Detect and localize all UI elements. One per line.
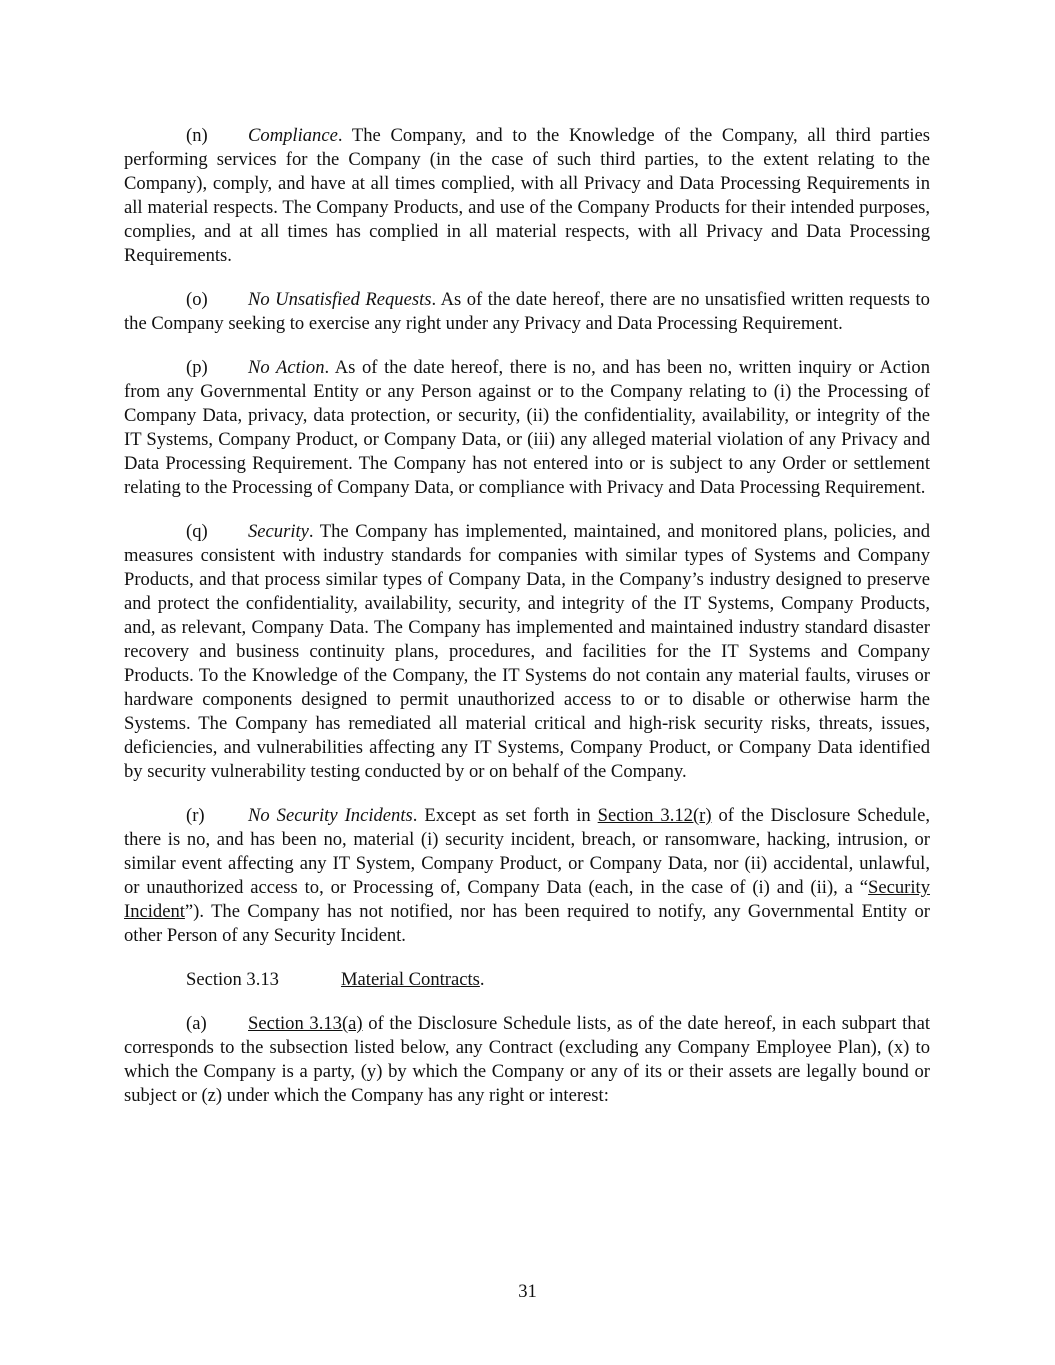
paragraph-label: (r) — [186, 805, 205, 826]
paragraph-text: of the Disclosure Schedule lists, as of the date hereof, in each subpart that corresponds to the subsection listed below, any Contract (excluding any Company Employee Plan), (x) to which the Company is a party, (y) by which the Company or any of its or their assets are legally bound or subject or (z) under which the Company has any right or interest: — [124, 1013, 930, 1106]
paragraph-title: No Security Incidents — [248, 805, 413, 826]
paragraph-a — [124, 1012, 930, 1108]
paragraph-text: . The Company, and to the Knowledge of the Company, all third parties performing services for the Company (in the case of such third parties, to the extent relating to the Company), comply, and have at all times complied, with all Privacy and Data Processing Requirements in all material respects. The Company Products, and use of the Company Products for their intended purposes, complies, and at all times has complied in all material respects, with all Privacy and Data Processing Requirements. — [124, 125, 930, 266]
paragraph-label: (p) — [186, 357, 208, 378]
paragraph-label: (n) — [186, 125, 208, 146]
paragraph-label: (a) — [186, 1013, 207, 1034]
paragraph-text: . As of the date hereof, there is no, and has been no, written inquiry or Action from any Governmental Entity or any Person against or to the Company relating to (i) the Processing of Company Data, privacy, data protection, or security, (ii) the confidentiality, availability, or integrity of the IT Systems, Company Product, or Company Data, or (iii) any alleged material violation of any Privacy and Data Processing Requirement. The Company has not entered into or is subject to any Order or settlement relating to the Processing of Company Data, or compliance with Privacy and Data Processing Requirement. — [124, 357, 930, 498]
section-reference-link: Section 3.13(a) — [248, 1013, 363, 1034]
paragraph-q — [124, 520, 930, 784]
section-title-period: . — [479, 969, 485, 990]
paragraph-text: of the Disclosure Schedule, there is no, and has been no, material (i) security incident, breach, or ransomware, hacking, intrusion, or similar event affecting any IT System, Company Product, or Company Data, nor (ii) accidental, unlawful, or unauthorized access to, or Processing of, Company Data (each, in the case of (i) and (ii), a “ — [124, 805, 930, 898]
paragraph-n — [124, 124, 930, 268]
section-heading — [124, 968, 930, 992]
paragraph-title: Compliance — [248, 125, 338, 146]
paragraph-title: Security — [248, 521, 309, 542]
defined-term: Security Incident — [124, 877, 930, 922]
section-title: Material Contracts — [341, 969, 480, 990]
paragraph-label: (q) — [186, 521, 208, 542]
page-number: 31 — [518, 1281, 537, 1302]
paragraph-text: . As of the date hereof, there are no unsatisfied written requests to the Company seeking to exercise any right under any Privacy and Data Processing Requirement. — [124, 289, 930, 334]
paragraph-text: . The Company has implemented, maintained, and monitored plans, policies, and measures consistent with industry standards for companies with similar types of Systems and Company Products, and that process similar types of Company Data, in the Company’s industry designed to preserve and protect the confidentiality, availability, security, and integrity of the IT Systems, Company Products, and, as relevant, Company Data. The Company has implemented and maintained industry standard disaster recovery and business continuity plans, procedures, and facilities for the IT Systems and Company Products. To the Knowledge of the Company, the IT Systems do not contain any material faults, viruses or hardware components designed to permit unauthorized access to or to disable or otherwise harm the Systems. The Company has remediated all material critical and high-risk security risks, threats, issues, deficiencies, and vulnerabilities affecting any IT Systems, Company Product, or Company Data identified by security vulnerability testing conducted by or on behalf of the Company. — [124, 521, 930, 782]
paragraph-label: (o) — [186, 289, 208, 310]
paragraph-title: No Action — [248, 357, 325, 378]
document-body — [124, 124, 930, 1128]
paragraph-text: . Except as set forth in — [412, 805, 598, 826]
section-reference-link: Section 3.12(r) — [597, 805, 712, 826]
paragraph-title: No Unsatisfied Requests — [248, 289, 432, 310]
paragraph-text: ”). The Company has not notified, nor has been required to notify, any Governmental Entity or other Person of any Security Incident. — [124, 901, 930, 946]
paragraph-p — [124, 356, 930, 500]
section-number: Section 3.13 — [186, 969, 279, 990]
paragraph-r — [124, 804, 930, 948]
paragraph-o — [124, 288, 930, 336]
